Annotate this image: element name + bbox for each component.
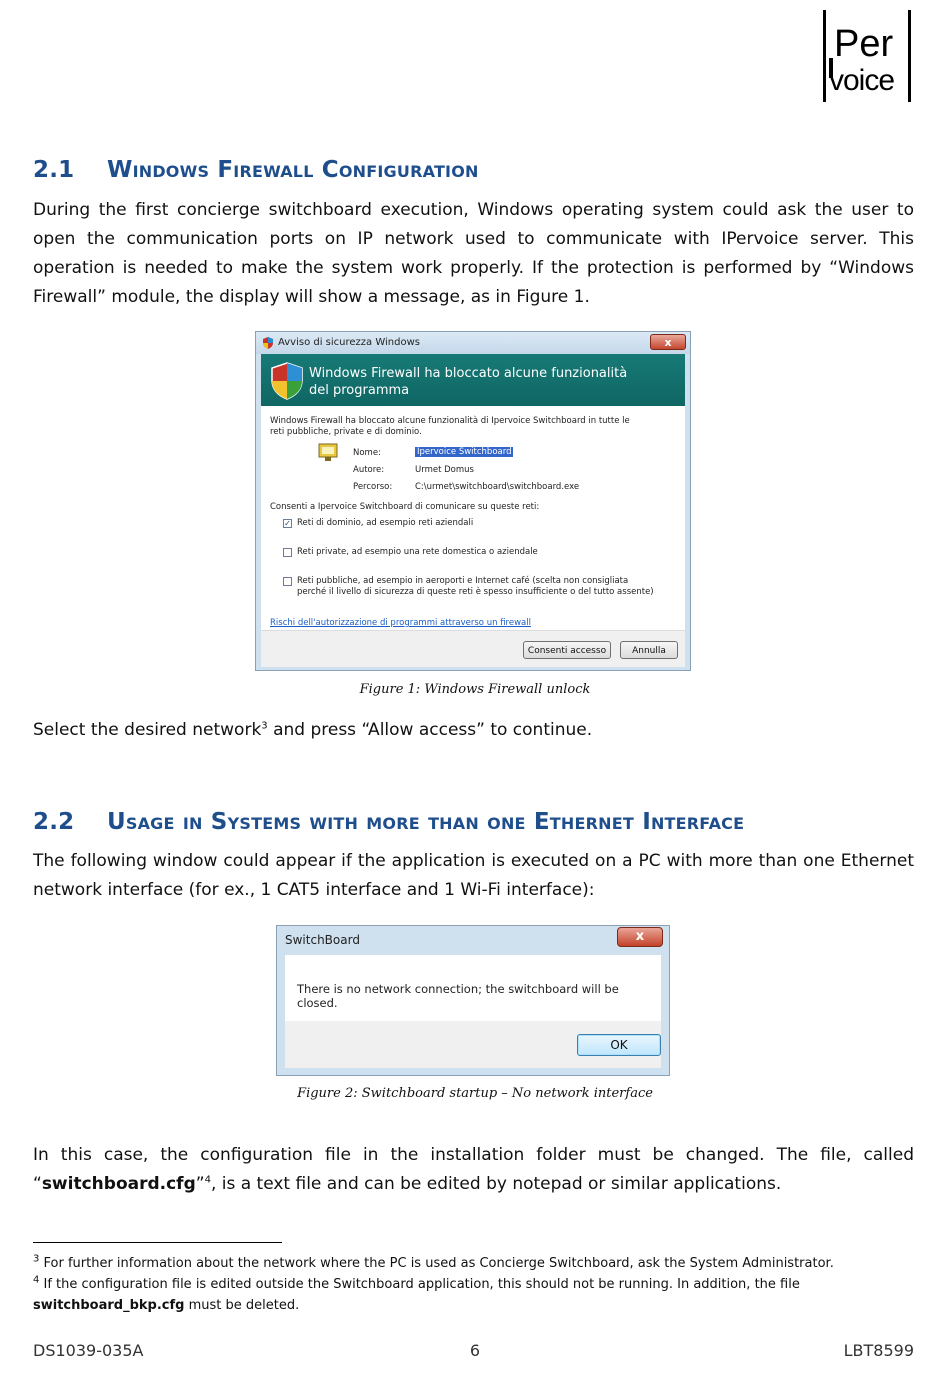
- config-file-paragraph: [33, 1141, 914, 1199]
- select-network-text: [33, 716, 914, 745]
- dialog-title: SwitchBoard: [285, 933, 360, 947]
- dialog-header-text: Windows Firewall ha bloccato alcune funzionalità del programma: [309, 366, 628, 398]
- cancel-button[interactable]: [620, 641, 678, 659]
- close-button[interactable]: x: [617, 927, 663, 947]
- logo-per: Per: [834, 23, 894, 65]
- dialog-footer: [261, 630, 685, 667]
- dialog-message: There is no network connection; the switchboard will be closed.: [297, 982, 619, 1010]
- backup-filename: switchboard_bkp.cfg: [33, 1298, 185, 1313]
- footnote-number: 4: [33, 1274, 40, 1286]
- section-number: 2.2: [33, 809, 75, 835]
- footnote-ref-3[interactable]: 3: [261, 720, 268, 732]
- ethernet-paragraph: The following window could appear if the application is executed on a PC with more than one Ethernet network interface (for ex., 1 CAT5 interface and 1 Wi-Fi interface):: [33, 851, 914, 900]
- section-heading-ethernet: [33, 809, 913, 839]
- public-network-checkbox[interactable]: [283, 577, 292, 586]
- ipervoice-logo: [822, 10, 914, 104]
- footnote-4: [33, 1274, 914, 1316]
- section-title: Usage in Systems with more than one Ethernet Interface: [107, 809, 745, 835]
- footnote-separator: [33, 1242, 282, 1243]
- doc-code: DS1039-035A: [33, 1341, 144, 1360]
- case-text-before: In this case, the configuration file in the installation folder must be changed. The file, called “: [33, 1145, 914, 1194]
- case-text-after: , is a text file and can be edited by notepad or similar applications.: [210, 1174, 782, 1194]
- select-text-after: and press “Allow access” to continue.: [267, 720, 593, 740]
- firewall-paragraph: During the first concierge switchboard execution, Windows operating system could ask the user to open the communication ports on IP network used to communicate with IPervoice server. This operation is needed to make the system work properly. If the protection is performed by “Windows Firewall” module, the display will show a message, as in Figure 1.: [33, 200, 914, 307]
- firewall-dialog: [255, 331, 691, 671]
- page-number: 6: [469, 1341, 481, 1360]
- switchboard-dialog: [276, 925, 670, 1076]
- section-number: 2.1: [33, 157, 75, 183]
- footnote-3: [33, 1253, 914, 1274]
- dialog-footer: [285, 1021, 661, 1068]
- dialog-body: [261, 406, 685, 630]
- config-filename: switchboard.cfg: [41, 1174, 196, 1194]
- dialog-header: [261, 354, 685, 406]
- close-button[interactable]: x: [650, 334, 686, 350]
- figure2-caption: Figure 2: Switchboard startup – No network interface: [297, 1086, 653, 1101]
- dialog-body: [285, 955, 661, 1021]
- author-value: Urmet Domus: [415, 465, 474, 475]
- dialog-title: Avviso di sicurezza Windows: [278, 337, 420, 348]
- domain-network-checkbox[interactable]: ✓: [284, 519, 291, 528]
- doc-reference: LBT8599: [843, 1341, 914, 1360]
- program-icon: [318, 442, 340, 462]
- public-network-label: Reti pubbliche, ad esempio in aeroporti e Internet café (scelta non consigliata perché il livello di sicurezza di queste reti è spesso insufficiente o del tutto assente): [297, 576, 654, 597]
- private-network-checkbox[interactable]: [283, 548, 292, 557]
- footnote-number: 3: [33, 1253, 40, 1265]
- private-network-label: Reti private, ad esempio una rete domestica o aziendale: [297, 547, 538, 557]
- dialog-titlebar: [256, 332, 690, 354]
- footnote-ref-4[interactable]: 4: [204, 1174, 211, 1186]
- path-value: C:\urmet\switchboard\switchboard.exe: [415, 482, 580, 492]
- case-text-quote: ”: [195, 1174, 205, 1194]
- name-label: Nome:: [353, 448, 381, 458]
- section-heading-firewall: [33, 157, 913, 187]
- firewall-risks-link[interactable]: Rischi dell'autorizzazione di programmi attraverso un firewall: [270, 618, 531, 628]
- security-shield-icon: [262, 337, 274, 349]
- name-value: Ipervoice Switchboard: [417, 447, 512, 457]
- section-title: Windows Firewall Configuration: [107, 157, 479, 183]
- logo-voice: voice: [829, 64, 895, 97]
- allow-networks-text: Consenti a Ipervoice Switchboard di comunicare su queste reti:: [270, 502, 540, 512]
- footnote-text-end: must be deleted.: [184, 1298, 300, 1313]
- ok-button[interactable]: OK: [577, 1034, 661, 1056]
- domain-network-label: Reti di dominio, ad esempio reti aziendali: [297, 518, 474, 528]
- figure1-caption: Figure 1: Windows Firewall unlock: [359, 682, 591, 697]
- footnote-text: If the configuration file is edited outside the Switchboard application, this should not be running. In addition, the file: [39, 1277, 800, 1292]
- dialog-description: Windows Firewall ha bloccato alcune funzionalità di Ipervoice Switchboard in tutte le reti pubbliche, private e di dominio.: [270, 416, 630, 437]
- allow-access-label: Consenti accesso: [527, 646, 607, 656]
- windows-shield-icon: [270, 362, 304, 400]
- path-label: Percorso:: [353, 482, 393, 492]
- footnote-text: For further information about the network where the PC is used as Concierge Switchboard, ask the System Administrator.: [39, 1256, 834, 1271]
- select-text-before: Select the desired network: [33, 720, 262, 740]
- author-label: Autore:: [353, 465, 385, 475]
- allow-access-button[interactable]: [523, 641, 611, 659]
- cancel-label: Annulla: [632, 646, 666, 656]
